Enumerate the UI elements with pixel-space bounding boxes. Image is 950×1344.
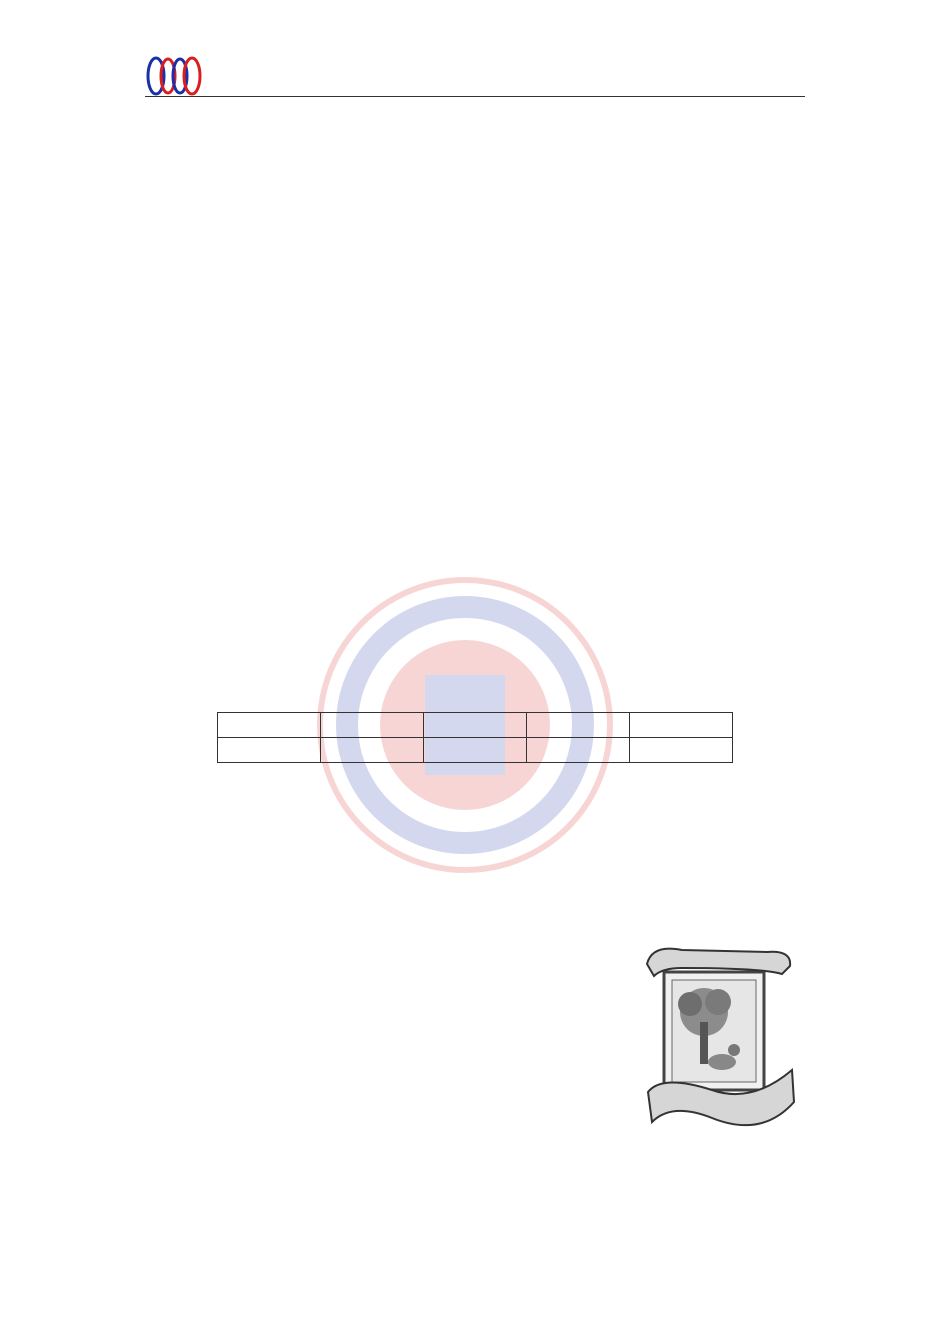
table-cell <box>321 713 424 738</box>
table-header-row <box>218 713 733 738</box>
table-cell <box>630 738 733 763</box>
table-cell <box>630 713 733 738</box>
table-row <box>218 738 733 763</box>
header-logo-mark <box>146 56 204 96</box>
apple-original-logo-image <box>642 942 797 1142</box>
table-cell <box>527 713 630 738</box>
table-cell <box>218 713 321 738</box>
table-cell <box>321 738 424 763</box>
table-cell <box>218 738 321 763</box>
table-cell <box>424 713 527 738</box>
table-cell <box>527 738 630 763</box>
header-rule <box>145 96 805 97</box>
nobel-stats-table <box>217 712 733 763</box>
table-cell <box>424 738 527 763</box>
